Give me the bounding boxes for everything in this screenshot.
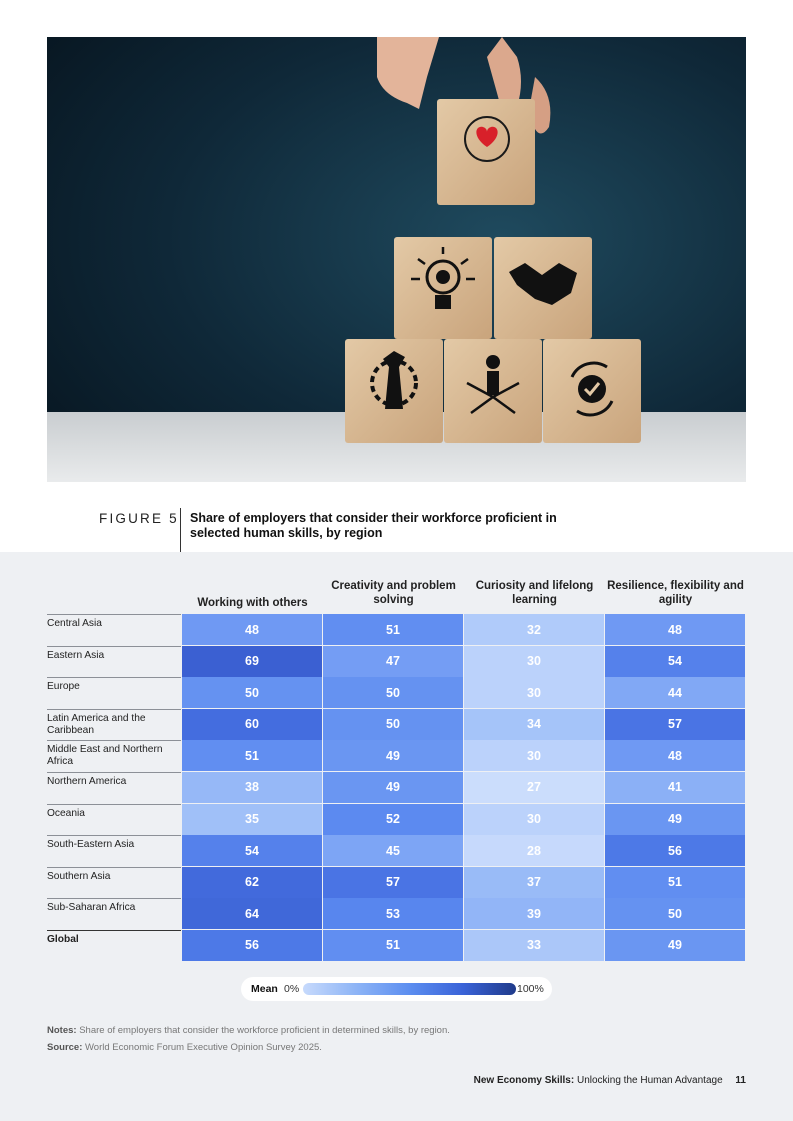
figure-divider (180, 508, 181, 552)
notes-text: Share of employers that consider the workforce proficient in determined skills, by region. (79, 1025, 450, 1036)
heat-cell: 49 (323, 740, 463, 771)
notes-line (47, 1022, 450, 1039)
heat-cell: 47 (323, 646, 463, 677)
heat-cell: 49 (323, 772, 463, 803)
legend-gradient-bar (303, 983, 516, 995)
heat-cell: 38 (182, 772, 322, 803)
heat-cell: 57 (323, 867, 463, 898)
table-row (47, 646, 746, 678)
column-header-creativity: Creativity and problem solving (331, 580, 456, 606)
notes-block (47, 1022, 450, 1056)
heat-cell: 32 (464, 614, 604, 645)
heat-cell: 48 (605, 740, 745, 771)
heat-cell: 30 (464, 804, 604, 835)
heat-cell: 51 (323, 930, 463, 961)
figure-heading (0, 508, 793, 552)
heat-cell: 48 (182, 614, 322, 645)
table-row (47, 804, 746, 836)
heat-cell: 49 (605, 804, 745, 835)
heat-cell: 51 (605, 867, 745, 898)
table-row (47, 677, 746, 709)
person-arrows-block (444, 339, 542, 443)
heat-cell: 30 (464, 677, 604, 708)
heat-cell: 44 (605, 677, 745, 708)
source-line (47, 1039, 450, 1056)
chess-knight-gear-block (345, 339, 443, 443)
row-label: Middle East and Northern Africa (47, 740, 181, 771)
heat-cell: 62 (182, 867, 322, 898)
row-label: Eastern Asia (47, 646, 181, 677)
check-cycle-block (543, 339, 641, 443)
heat-cell: 60 (182, 709, 322, 740)
source-text: World Economic Forum Executive Opinion Survey 2025. (85, 1042, 322, 1053)
table-row (47, 930, 746, 962)
column-header-curiosity: Curiosity and lifelong learning (475, 580, 594, 606)
heat-cell: 41 (605, 772, 745, 803)
heat-cell: 35 (182, 804, 322, 835)
page-number: 11 (735, 1075, 746, 1086)
row-label: Europe (47, 677, 181, 708)
row-label: South-Eastern Asia (47, 835, 181, 866)
row-label: Central Asia (47, 614, 181, 645)
row-label: Latin America and the Caribbean (47, 709, 181, 740)
heat-cell: 64 (182, 898, 322, 929)
heat-cell: 34 (464, 709, 604, 740)
heat-cell: 51 (182, 740, 322, 771)
heat-cell: 51 (323, 614, 463, 645)
heat-cell: 50 (182, 677, 322, 708)
table-row (47, 740, 746, 772)
heat-cell: 48 (605, 614, 745, 645)
figure-label: FIGURE 5 (99, 511, 179, 526)
heat-cell: 57 (605, 709, 745, 740)
column-header-resilience: Resilience, flexibility and agility (607, 580, 744, 606)
table-row (47, 835, 746, 867)
row-label: Global (47, 930, 181, 961)
legend-title: Mean (251, 983, 278, 995)
footer-brand: New Economy Skills: (473, 1075, 575, 1086)
heat-cell: 69 (182, 646, 322, 677)
color-legend (241, 977, 552, 1001)
handshake-block (494, 237, 592, 339)
heat-cell: 53 (323, 898, 463, 929)
row-label: Southern Asia (47, 867, 181, 898)
heat-cell: 52 (323, 804, 463, 835)
table-row (47, 772, 746, 804)
page-footer (474, 1075, 746, 1086)
heat-cell: 50 (605, 898, 745, 929)
lightbulb-gear-block (394, 237, 492, 339)
heat-cell: 33 (464, 930, 604, 961)
table-row (47, 867, 746, 899)
table-row (47, 709, 746, 741)
source-label: Source: (47, 1042, 83, 1053)
wooden-blocks-illustration (47, 37, 746, 482)
heat-cell: 45 (323, 835, 463, 866)
row-label: Northern America (47, 772, 181, 803)
heat-cell: 54 (605, 646, 745, 677)
heat-cell: 30 (464, 740, 604, 771)
legend-min-label: 0% (284, 983, 300, 995)
heatmap-table (47, 614, 746, 962)
heat-cell: 50 (323, 677, 463, 708)
heat-cell: 56 (182, 930, 322, 961)
heat-cell: 54 (182, 835, 322, 866)
table-row (47, 898, 746, 930)
mind-heart-block (437, 99, 535, 205)
heat-cell: 37 (464, 867, 604, 898)
footer-subtitle: Unlocking the Human Advantage (576, 1075, 723, 1086)
row-label: Oceania (47, 804, 181, 835)
figure-title: Share of employers that consider their workforce proficient in selected human skills, by region (190, 511, 557, 540)
legend-max-label: 100% (517, 983, 544, 995)
row-label: Sub-Saharan Africa (47, 898, 181, 929)
notes-label: Notes: (47, 1025, 77, 1036)
heat-cell: 56 (605, 835, 745, 866)
heat-cell: 49 (605, 930, 745, 961)
heat-cell: 27 (464, 772, 604, 803)
heat-cell: 30 (464, 646, 604, 677)
heat-cell: 39 (464, 898, 604, 929)
header-photo (47, 37, 746, 482)
heat-cell: 50 (323, 709, 463, 740)
column-header-working-with-others: Working with others (197, 597, 308, 609)
table-row (47, 614, 746, 646)
heat-cell: 28 (464, 835, 604, 866)
figure-panel (0, 552, 793, 1121)
